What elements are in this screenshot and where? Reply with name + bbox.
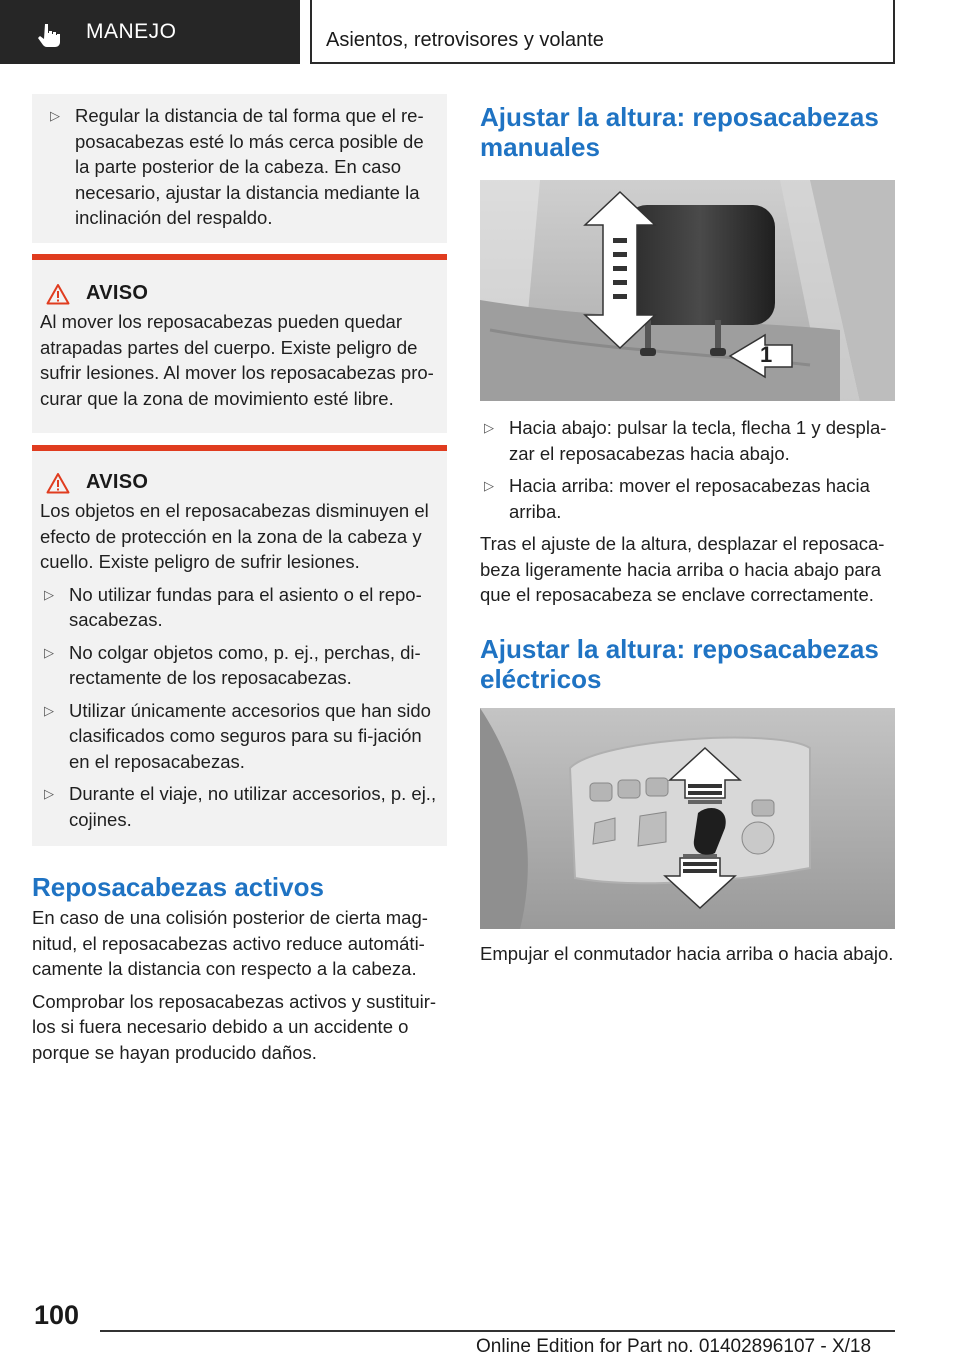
hand-pointer-icon [36, 22, 62, 48]
headrest-manual-image [480, 180, 895, 401]
right-column [480, 94, 895, 966]
list-item-text: No utilizar fundas para el asiento o el repo-sacabezas. [69, 583, 422, 630]
warning-triangle-icon [46, 283, 70, 305]
left-column [32, 94, 447, 1065]
bullet-triangle-icon: ▷ [44, 586, 54, 602]
warning-text: Los objetos en el reposacabezas disminuyen el efecto de protección en la zona de la cabeza y cuello. Existe peligro de sufrir lesiones. [40, 500, 429, 572]
section-tab [0, 0, 300, 64]
bullet-triangle-icon: ▷ [44, 644, 54, 660]
paragraph: Tras el ajuste de la altura, desplazar el reposaca-beza ligeramente hacia arriba o hacia abajo para que el reposacabeza se enclave correctamente. [480, 533, 885, 605]
paragraph: Empujar el conmutador hacia arriba o hacia abajo. [480, 942, 894, 964]
list-item-text: Durante el viaje, no utilizar accesorios, p. ej., cojines. [69, 783, 437, 830]
bullet-triangle-icon: ▷ [50, 108, 60, 123]
warning-title: AVISO [86, 282, 149, 304]
paragraph: En caso de una colisión posterior de cierta mag-nitud, el reposacabezas activo reduce automáti-camente la distancia con respecto a la cabeza. [32, 907, 428, 979]
list-item [46, 103, 437, 231]
section-label: MANEJO [86, 20, 177, 43]
list-item [480, 473, 895, 524]
warning-box [32, 254, 447, 433]
header-right-border [893, 0, 895, 64]
header-divider [310, 0, 312, 64]
warning-text: Al mover los reposacabezas pueden quedar atrapadas partes del cuerpo. Existe peligro de sufrir lesiones. Al mover los reposacabezas pro-curar que la zona de movimiento esté libre. [40, 311, 434, 409]
bullet-triangle-icon: ▷ [484, 420, 494, 435]
bullet-triangle-icon: ▷ [484, 478, 494, 493]
list-item [40, 698, 437, 775]
headrest-electric-image [480, 708, 895, 929]
list-item [40, 582, 437, 633]
header-rule [310, 62, 895, 64]
warning-title: AVISO [86, 471, 149, 493]
paragraph: Comprobar los reposacabezas activos y sustituir-los si fuera necesario debido a un accidente o porque se hayan producido daños. [32, 990, 437, 1063]
list-item-text: Regular la distancia de tal forma que el re-posacabezas esté lo más cerca posible de la parte posterior de la cabeza. En caso necesario, ajustar la distancia mediante la inclinación del respaldo. [75, 105, 424, 228]
section-heading: Ajustar la altura: reposacabezas eléctricos [480, 633, 879, 694]
warning-header [40, 282, 437, 305]
callout-label: 1 [760, 342, 773, 367]
instruction-box [32, 94, 447, 243]
page-number: 100 [34, 1300, 80, 1330]
list-item-text: Hacia arriba: mover el reposacabezas hacia arriba. [509, 475, 870, 522]
section-heading: Reposacabezas activos [32, 872, 324, 902]
warning-box [32, 445, 447, 846]
warning-header [40, 471, 437, 494]
section-heading: Ajustar la altura: reposacabezas manuales [480, 102, 879, 162]
footer-rule [100, 1330, 895, 1332]
seat-switch-illustration [480, 708, 895, 929]
bullet-triangle-icon: ▷ [44, 786, 54, 801]
list-item [40, 781, 437, 832]
list-item [480, 415, 895, 466]
list-item-text: Utilizar únicamente accesorios que han sido clasificados como seguros para su fi-jación en el reposacabezas. [69, 699, 431, 772]
bullet-triangle-icon: ▷ [44, 702, 54, 718]
warning-triangle-icon [46, 472, 70, 494]
headrest-manual-illustration [480, 180, 895, 401]
page-title: Asientos, retrovisores y volante [326, 29, 604, 51]
list-item-text: No colgar objetos como, p. ej., perchas, di-rectamente de los reposacabezas. [69, 641, 421, 688]
list-item [40, 640, 437, 691]
edition-note: Online Edition for Part no. 01402896107 - X/18 [476, 1336, 872, 1357]
list-item-text: Hacia abajo: pulsar la tecla, flecha 1 y despla-zar el reposacabezas hacia abajo. [509, 417, 887, 464]
